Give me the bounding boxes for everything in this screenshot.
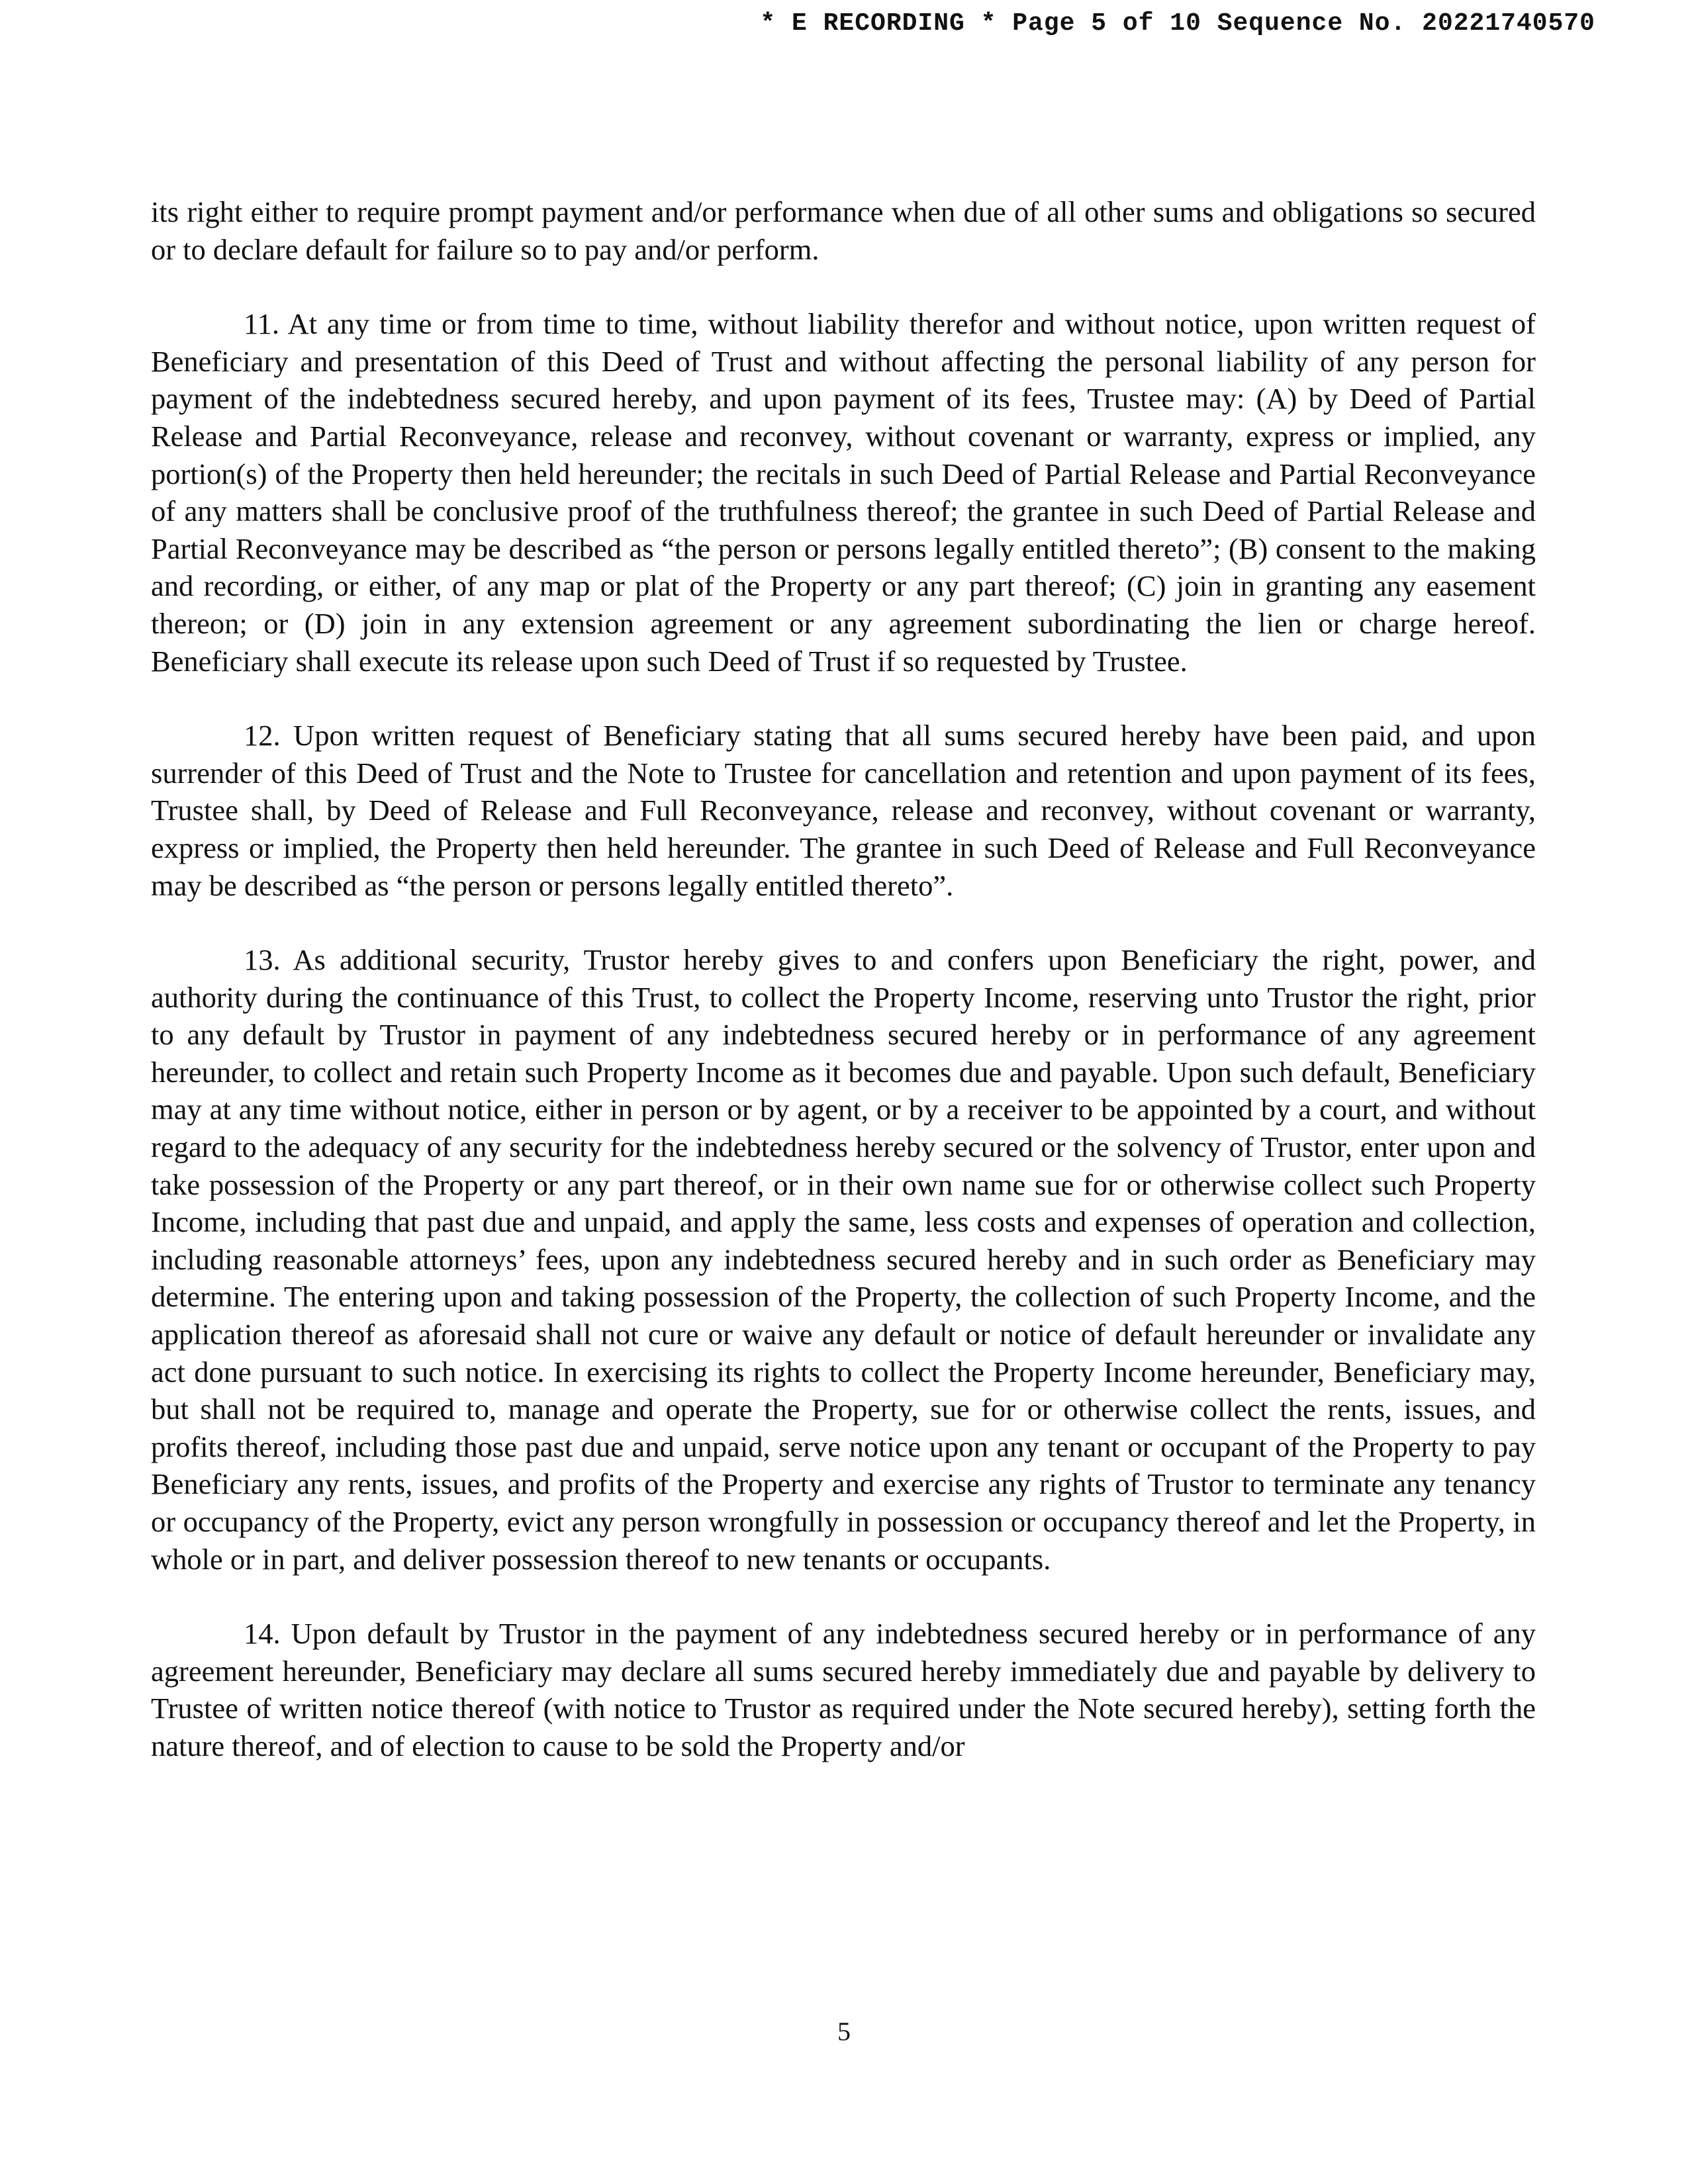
page-number: 5 [837,2017,851,2046]
paragraph-14: 14. Upon default by Trustor in the payment of any indebtedness secured hereby or in performance of any agreement hereunder, Beneficiary may declare all sums secured hereby immediately due and payable by delivery to Trustee of written notice thereof (with notice to Trustor as required under the Note secured hereby), setting forth the nature thereof, and of election to cause to be sold the Property and/or [151,1617,1536,1762]
document-body [151,193,1536,1802]
paragraph-12: 12. Upon written request of Beneficiary stating that all sums secured hereby have been paid, and upon surrender of this Deed of Trust and the Note to Trustee for cancellation and retention and upon payment of its fees, Trustee shall, by Deed of Release and Full Reconveyance, release and reconvey, without covenant or warranty, express or implied, the Property then held hereunder. The grantee in such Deed of Release and Full Reconveyance may be described as “the person or persons legally entitled thereto”. [151,719,1536,902]
paragraph-11: 11. At any time or from time to time, without liability therefor and without notice, upon written request of Beneficiary and presentation of this Deed of Trust and without affecting the personal liability of any person for payment of the indebtedness secured hereby, and upon payment of its fees, Trustee may: (A) by Deed of Partial Release and Partial Reconveyance, release and reconvey, without covenant or warranty, express or implied, any portion(s) of the Property then held hereunder; the recitals in such Deed of Partial Release and Partial Reconveyance of any matters shall be conclusive proof of the truthfulness thereof; the grantee in such Deed of Partial Release and Partial Reconveyance may be described as “the person or persons legally entitled thereto”; (B) consent to the making and recording, or either, of any map or plat of the Property or any part thereof; (C) join in granting any easement thereon; or (D) join in any extension agreement or any agreement subordinating the lien or charge hereof. Beneficiary shall execute its release upon such Deed of Trust if so requested by Trustee. [151,307,1536,678]
recording-stamp-header: * E RECORDING * Page 5 of 10 Sequence No. 20221740570 [760,9,1595,38]
paragraph-13: 13. As additional security, Trustor hereby gives to and confers upon Beneficiary the right, power, and authority during the continuance of this Trust, to collect the Property Income, reserving unto Trustor the right, prior to any default by Trustor in payment of any indebtedness secured hereby or in performance of any agreement hereunder, to collect and retain such Property Income as it becomes due and payable. Upon such default, Beneficiary may at any time without notice, either in person or by agent, or by a receiver to be appointed by a court, and without regard to the adequacy of any security for the indebtedness hereby secured or the solvency of Trustor, enter upon and take possession of the Property or any part thereof, or in their own name sue for or otherwise collect such Property Income, including that past due and unpaid, and apply the same, less costs and expenses of operation and collection, including reasonable attorneys’ fees, upon any indebtedness secured hereby and in such order as Beneficiary may determine. The entering upon and taking possession of the Property, the collection of such Property Income, and the application thereof as aforesaid shall not cure or waive any default or notice of default hereunder or invalidate any act done pursuant to such notice. In exercising its rights to collect the Property Income hereunder, Beneficiary may, but shall not be required to, manage and operate the Property, sue for or otherwise collect the rents, issues, and profits thereof, including those past due and unpaid, serve notice upon any tenant or occupant of the Property to pay Beneficiary any rents, issues, and profits of the Property and exercise any rights of Trustor to terminate any tenancy or occupancy of the Property, evict any person wrongfully in possession or occupancy thereof and let the Property, in whole or in part, and deliver possession thereof to new tenants or occupants. [151,943,1536,1576]
paragraph-continuation: its right either to require prompt payment and/or performance when due of all other sums and obligations so secured or to declare default for failure so to pay and/or perform. [151,195,1536,266]
